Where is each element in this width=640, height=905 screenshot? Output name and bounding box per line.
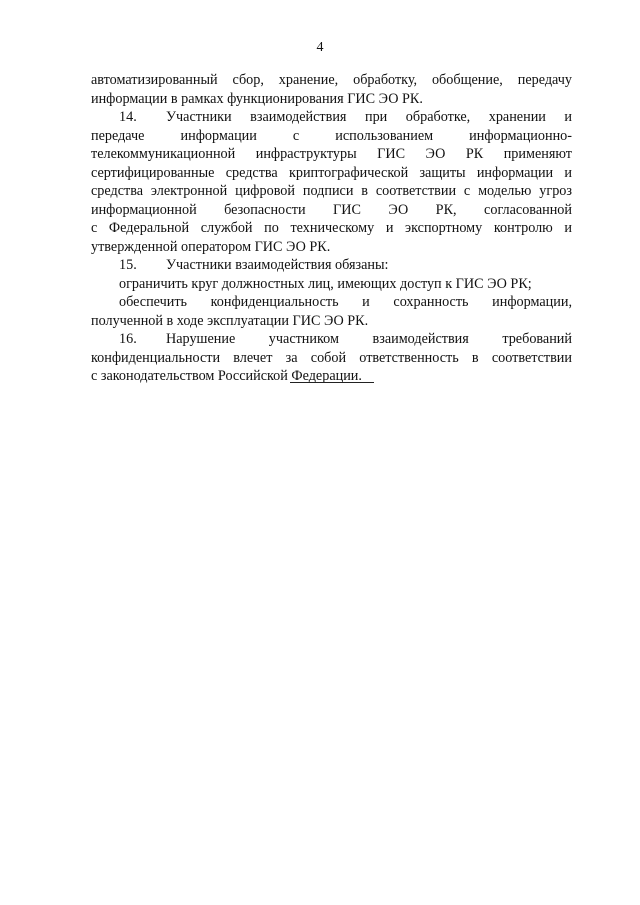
continuation-line-2: информации в рамках функционирования ГИС ЭО РК. [91,90,423,107]
item-15-obligation-1: ограничить круг должностных лиц, имеющих доступ к ГИС ЭО РК; [119,275,532,292]
item-16-text-1: Нарушение участником взаимодействия требований [166,331,572,347]
item-14-line-8: утвержденной оператором ГИС ЭО РК. [91,238,331,255]
page-number: 4 [316,40,324,55]
continuation-line-1: автоматизированный сбор, хранение, обработку, обобщение, передачу [91,72,572,88]
item-15-obligation-2-line-2: полученной в ходе эксплуатации ГИС ЭО РК. [91,312,369,329]
item-16-number: 16. [119,331,137,347]
item-15-obligation-2-line-1: обеспечить конфиденциальность и сохранность информации, [119,294,572,310]
item-14-line-3: телекоммуникационной инфраструктуры ГИС ЭО РК применяют [91,146,572,162]
end-divider [290,382,374,383]
item-14-line-2: передаче информации с использованием информационно- [91,127,572,144]
item-14-line-7: с Федеральной службой по техническому и экспортному контролю и [91,220,572,236]
item-14-line-4: сертифицированные средства криптографической защиты информации и [91,164,572,181]
item-14-text-1: Участники взаимодействия при обработке, хранении и [166,109,572,125]
item-14-line-6: информационной безопасности ГИС ЭО РК, согласованной [91,201,572,218]
item-14-line-5: средства электронной цифровой подписи в соответствии с моделью угроз [91,183,572,199]
item-16-line-2: конфиденциальности влечет за собой ответственность в соответствии [91,349,572,366]
item-15-number: 15. [119,257,137,273]
item-16-line-1 [91,330,572,349]
item-15-intro [91,256,572,275]
document-body [91,71,572,386]
item-16-line-3: с законодательством Российской Федерации. [91,368,362,384]
item-15-intro-text: Участники взаимодействия обязаны: [166,257,389,273]
item-14-number: 14. [119,109,137,125]
item-14-line-1 [91,108,572,127]
